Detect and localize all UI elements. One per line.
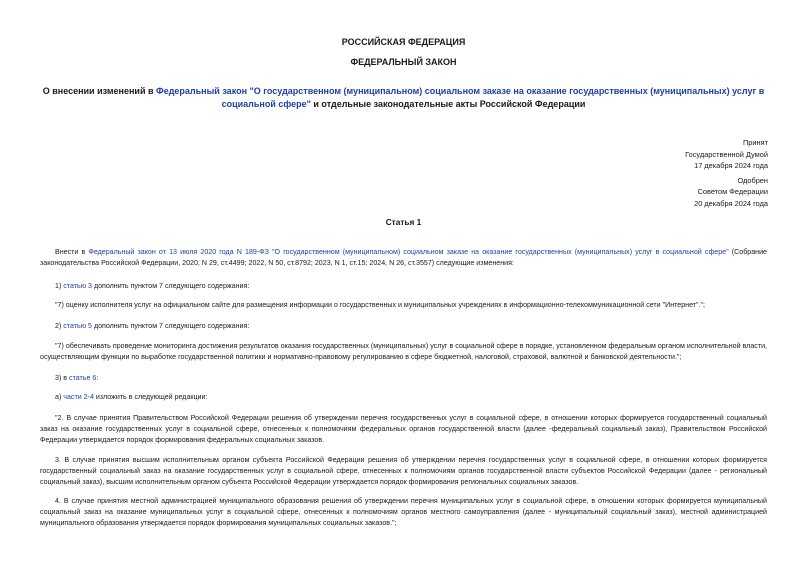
item-1-text: дополнить пунктом 7 следующего содержания: xyxy=(91,282,250,290)
item-1-num: 1) xyxy=(55,282,64,290)
article-5-link[interactable]: статью 5 xyxy=(63,322,92,330)
law-type-heading: ФЕДЕРАЛЬНЫЙ ЗАКОН xyxy=(350,57,457,67)
council-date: 20 декабря 2024 года xyxy=(694,198,768,208)
item-2-text: дополнить пунктом 7 следующего содержания: xyxy=(91,322,250,330)
item-3-num: 3) в xyxy=(55,374,70,382)
title-law-link[interactable]: Федеральный закон "О государственном (муниципальном) социальном заказе на оказание государственных (муниципальных) услуг в социальной сфере" xyxy=(156,86,765,109)
law-title xyxy=(40,85,767,110)
article-heading: Статья 1 xyxy=(385,217,422,227)
federation-heading: РОССИЙСКАЯ ФЕДЕРАЦИЯ xyxy=(341,37,466,47)
duma-date: 17 декабря 2024 года xyxy=(694,161,768,171)
quote-part-2: "2. В случае принятия Правительством Российской Федерации решения об утверждении перечня государственных услуг в социальной сфере, в отношении которых формируется государственный социальный заказ на оказание государственных услуг в социальной сфере, отнесенных к полномочиям федеральных органов государственной власти (далее -федеральный социальный заказ), Правительством Российской Федерации утверждается порядок формирования федеральных социальных заказов. xyxy=(40,414,767,445)
item-a-letter: а) xyxy=(55,393,64,401)
intro-paragraph xyxy=(40,247,767,269)
council-label: Советом Федерации xyxy=(697,187,768,197)
intro-text-start: Внести в xyxy=(55,248,89,256)
intro-text-end: (Собрание законодательства Российской Федерации, 2020, N 29, ст.4499; 2022, N 50, ст.8792; 2023, N 1, ст.15; 2024, N 26, ст.3557) следующие изменения: xyxy=(40,248,767,268)
quote-part-3: 3. В случае принятия высшим исполнительным органом субъекта Российской Федерации решения об утверждении перечня государственных услуг в социальной сфере, в отношении которых формируется государственный социальный заказ на оказание государственных услуг в социальной сфере, отнесенных к полномочиям органов государственной власти субъектов Российской Федерации (далее - региональный социальный заказ), высшим исполнительным органом субъекта Российской Федерации утверждается порядок формирования региональных социальных заказов. xyxy=(40,456,767,487)
accepted-label: Принят xyxy=(742,138,768,147)
law-189-link[interactable]: Федеральный закон от 13 июля 2020 года N 189-ФЗ "О государственном (муниципальном) социальном заказе на оказание государственных (муниципальных) услуг в социальной сфере" xyxy=(88,248,729,256)
parts-2-4-link[interactable]: части 2-4 xyxy=(63,393,94,401)
quote-part-4: 4. В случае принятия местной администрацией муниципального образования решения об утверждении перечня муниципальных услуг в социальной сфере, в отношении которых формируется муниципальный социальный заказ на оказание муниципальных услуг в социальной сфере, отнесенных к полномочиям органов местного самоуправления (далее - муниципальный социальный заказ), местной администрацией муниципального образования утверждается порядок формирования муниципальных социальных заказов."; xyxy=(40,497,767,528)
item-2 xyxy=(40,321,767,332)
quote-2: "7) обеспечивать проведение мониторинга достижения результатов оказания государственных (муниципальных) услуг в социальной сфере в порядке, установленном федеральным органом исполнительной власти, осуществляющим функции по выработке государственной политики и нормативно-правовому регулированию в сфере бюджетной, налоговой, страховой, валютной и банковской деятельности."; xyxy=(40,342,767,362)
item-3-text: : xyxy=(96,374,99,382)
item-a xyxy=(40,392,767,403)
title-prefix: О внесении изменений в xyxy=(42,86,157,96)
title-suffix: и отдельные законодательные акты Российской Федерации xyxy=(310,98,586,109)
item-3 xyxy=(40,373,767,384)
duma-label: Государственной Думой xyxy=(685,149,768,159)
quote-1: "7) оценку исполнителя услуг на официальном сайте для размещения информации о государственных и муниципальных учреждениях в информационно-телекоммуникационной сети "Интернет"."; xyxy=(55,301,706,309)
approved-label: Одобрен xyxy=(737,175,768,185)
item-2-num: 2) xyxy=(55,322,64,330)
acceptance-block xyxy=(568,137,768,210)
article-3-link[interactable]: статью 3 xyxy=(63,282,92,290)
item-1 xyxy=(40,281,767,292)
article-6-link[interactable]: статье 6 xyxy=(69,374,97,382)
item-a-text: изложить в следующей редакции: xyxy=(93,393,208,401)
